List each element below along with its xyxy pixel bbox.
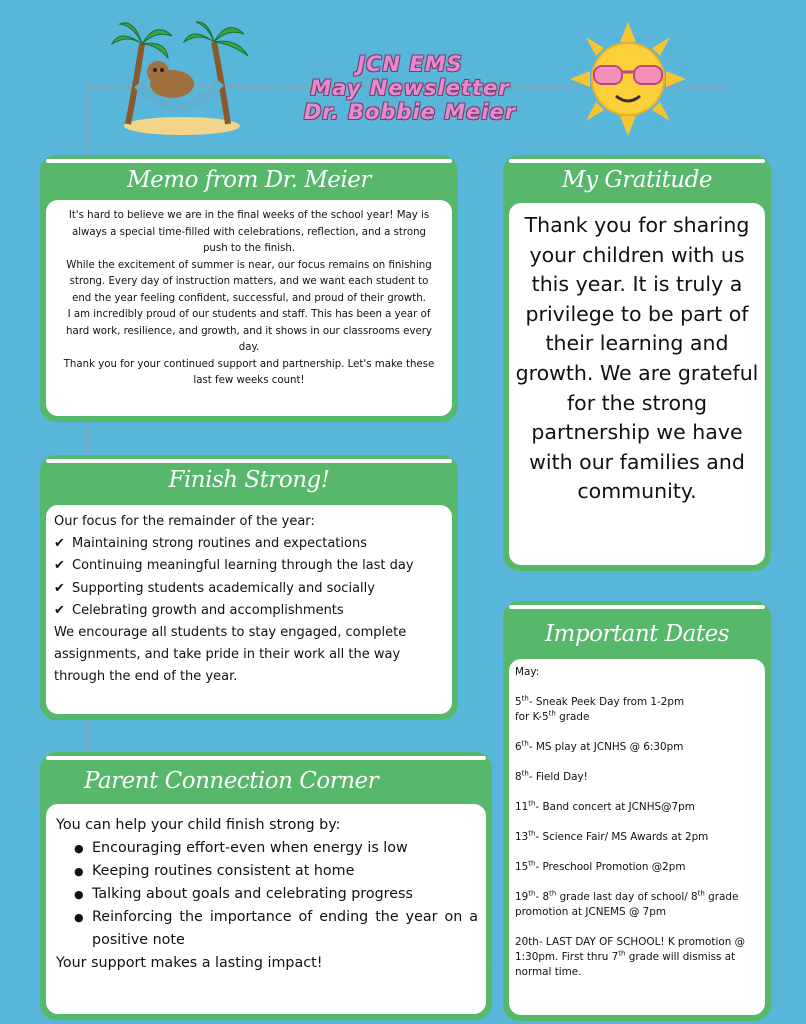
date-item: 20th- LAST DAY OF SCHOOL! K promotion @ 1:30pm. First thru 7th grade will dismiss at normal time. <box>515 936 746 978</box>
memo-paragraph: It's hard to believe we are in the final weeks of the school year! May is always a special time-filled with celebrations, reflection, and a strong push to the finish. <box>68 210 430 254</box>
school-name: JCN EMS <box>357 52 463 76</box>
card-top-stripe <box>46 159 452 163</box>
checkmark-icon: ✔ <box>54 558 65 574</box>
parent-connection-card <box>40 752 492 1020</box>
checkmark-icon: ✔ <box>54 580 65 596</box>
important-dates-card <box>503 601 771 1021</box>
parent-intro: You can help your child finish strong by: <box>56 817 341 833</box>
finish-outro: We encourage all students to stay engaged, complete assignments, and take pride in their work all the way through the end of the year. <box>54 625 407 685</box>
list-item: ● Talking about goals and celebrating progress <box>92 883 478 906</box>
card-top-stripe <box>46 459 452 463</box>
date-item: 8th- Field Day! <box>515 769 588 783</box>
gratitude-text: Thank you for sharing your children with us this year. It is truly a privilege to be part of their learning and growth. We are grateful for the strong partnership we have with our families and community. <box>515 213 759 504</box>
list-item: ● Encouraging effort-even when energy is low <box>92 837 478 860</box>
finish-intro: Our focus for the remainder of the year: <box>54 514 315 529</box>
memo-card <box>40 155 458 422</box>
date-item: 6th- MS play at JCNHS @ 6:30pm <box>515 739 684 753</box>
card-top-stripe <box>46 756 486 760</box>
date-item: 13th- Science Fair/ MS Awards at 2pm <box>515 829 709 843</box>
parent-tips-list <box>56 837 478 952</box>
checkmark-icon: ✔ <box>54 536 65 552</box>
list-item: ● Keeping routines consistent at home <box>92 860 478 883</box>
date-item: 19th- 8th grade last day of school/ 8th grade promotion at JCNEMS @ 7pm <box>515 889 739 918</box>
memo-paragraph: I am incredibly proud of our students and staff. This has been a year of hard work, resilience, and growth, and it shows in our classrooms every day. <box>66 309 432 353</box>
finish-strong-body <box>46 505 452 714</box>
important-dates-title: Important Dates <box>544 621 730 647</box>
card-top-stripe <box>509 159 765 163</box>
finish-strong-title: Finish Strong! <box>168 467 330 493</box>
list-item-text: Supporting students academically and socially <box>72 580 375 596</box>
sun-sunglasses-icon <box>568 20 688 138</box>
list-item <box>54 600 452 622</box>
list-item-text: Maintaining strong routines and expectations <box>72 536 367 552</box>
list-item: ● Reinforcing the importance of ending the year on a positive note <box>92 906 478 952</box>
newsletter-header <box>270 52 550 124</box>
finish-strong-card <box>40 455 458 720</box>
parent-outro: Your support makes a lasting impact! <box>56 955 323 971</box>
card-top-stripe <box>509 605 765 609</box>
gratitude-body <box>509 203 765 565</box>
date-item: 15th- Preschool Promotion @2pm <box>515 859 686 873</box>
list-item-text: Celebrating growth and accomplishments <box>72 602 344 618</box>
checkmark-icon: ✔ <box>54 602 65 618</box>
list-item <box>54 533 452 555</box>
important-dates-body <box>509 659 765 1015</box>
parent-connection-body <box>46 804 486 1014</box>
author-name: Dr. Bobbie Meier <box>303 100 517 124</box>
gratitude-card <box>503 155 771 571</box>
memo-paragraph: Thank you for your continued support and partnership. Let's make these last few weeks count! <box>63 358 435 386</box>
date-item: 5th- Sneak Peek Day from 1-2pm for K-5th grade <box>515 694 685 723</box>
memo-title: Memo from Dr. Meier <box>127 167 371 193</box>
list-item-text: Continuing meaningful learning through the last day <box>72 558 414 574</box>
memo-body <box>46 200 452 416</box>
list-item <box>54 555 452 577</box>
dates-month: May: <box>515 666 540 678</box>
date-item: 11th- Band concert at JCNHS@7pm <box>515 799 695 813</box>
palm-hammock-icon <box>110 14 252 138</box>
gratitude-title: My Gratitude <box>562 167 712 193</box>
newsletter-title: May Newsletter <box>310 76 510 100</box>
parent-connection-title: Parent Connection Corner <box>84 768 379 794</box>
memo-paragraph: While the excitement of summer is near, our focus remains on finishing strong. Every day of instruction matters, and we want each student to end the year feeling confident, successful, and proud of their growth. <box>66 259 432 304</box>
list-item <box>54 578 452 600</box>
